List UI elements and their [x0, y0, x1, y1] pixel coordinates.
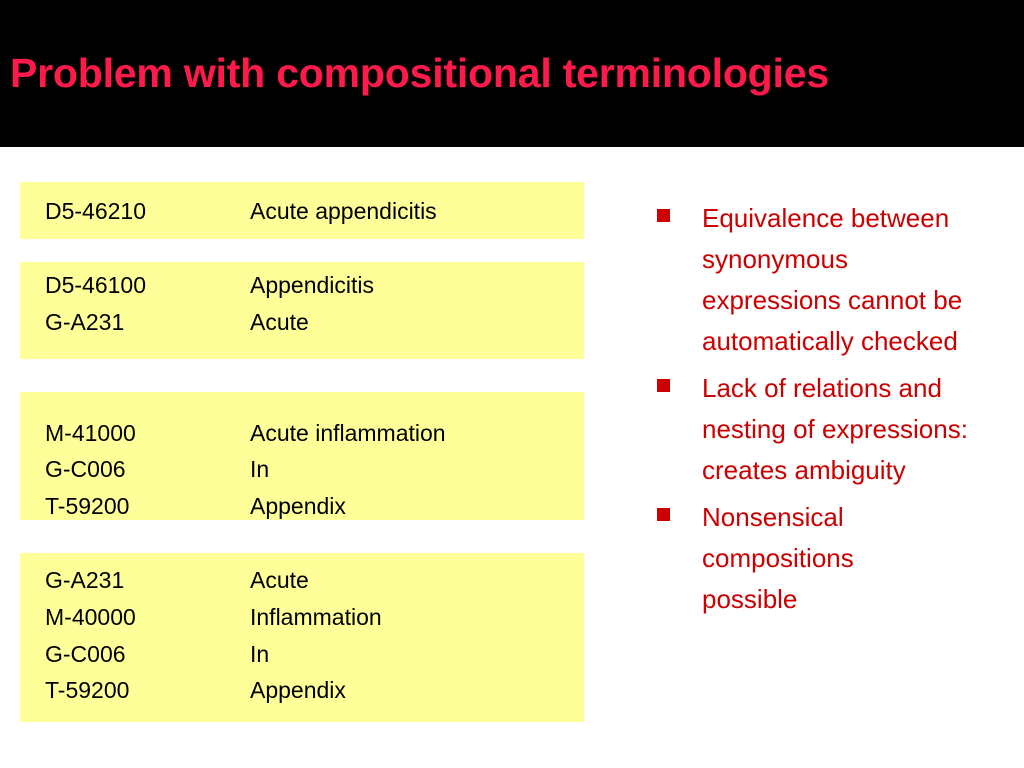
bullet-item [654, 198, 1014, 362]
code-row [20, 196, 584, 226]
square-bullet-icon [657, 379, 670, 392]
bullet-line: nesting of expressions: [702, 414, 968, 444]
code-value: T-59200 [45, 677, 130, 703]
code-value: G-C006 [45, 641, 126, 667]
square-bullet-icon [657, 508, 670, 521]
bullet-item [654, 368, 1014, 491]
title-bar [0, 0, 1024, 147]
bullet-line: Nonsensical [702, 502, 844, 532]
bullet-line: automatically checked [702, 326, 958, 356]
code-value: D5-46210 [45, 198, 147, 224]
term-value: Acute [250, 309, 309, 335]
code-row [20, 639, 584, 669]
code-box-3 [20, 392, 584, 520]
bullet-line: synonymous [702, 244, 848, 274]
bullet-line: Lack of relations and [702, 373, 942, 403]
bullet-line: expressions cannot be [702, 285, 963, 315]
code-value: G-C006 [45, 456, 126, 482]
term-value: Appendix [250, 493, 346, 519]
code-value: G-A231 [45, 309, 125, 335]
slide-title: Problem with compositional terminologies [10, 50, 829, 96]
code-row [20, 602, 584, 632]
bullet-line: possible [702, 584, 798, 614]
term-value: Inflammation [250, 604, 382, 630]
code-value: D5-46100 [45, 272, 147, 298]
bullet-line: creates ambiguity [702, 455, 906, 485]
code-row [20, 418, 584, 448]
code-value: M-40000 [45, 604, 136, 630]
term-value: Acute appendicitis [250, 198, 437, 224]
code-row [20, 675, 584, 705]
code-value: T-59200 [45, 493, 130, 519]
code-value: M-41000 [45, 420, 136, 446]
term-value: Appendix [250, 677, 346, 703]
term-value: Acute [250, 567, 309, 593]
code-box-4 [20, 553, 584, 722]
code-row [20, 307, 584, 337]
term-value: Acute inflammation [250, 420, 446, 446]
term-value: Appendicitis [250, 272, 375, 298]
code-value: G-A231 [45, 567, 125, 593]
code-row [20, 454, 584, 484]
bullet-line: compositions [702, 543, 854, 573]
square-bullet-icon [657, 209, 670, 222]
bullet-line: Equivalence between [702, 203, 950, 233]
term-value: In [250, 456, 270, 482]
code-row [20, 491, 584, 521]
code-box-2 [20, 262, 584, 359]
term-value: In [250, 641, 270, 667]
code-row [20, 270, 584, 300]
bullet-list [654, 198, 1014, 626]
code-box-1 [20, 182, 584, 239]
bullet-item [654, 497, 1014, 620]
code-row [20, 565, 584, 595]
